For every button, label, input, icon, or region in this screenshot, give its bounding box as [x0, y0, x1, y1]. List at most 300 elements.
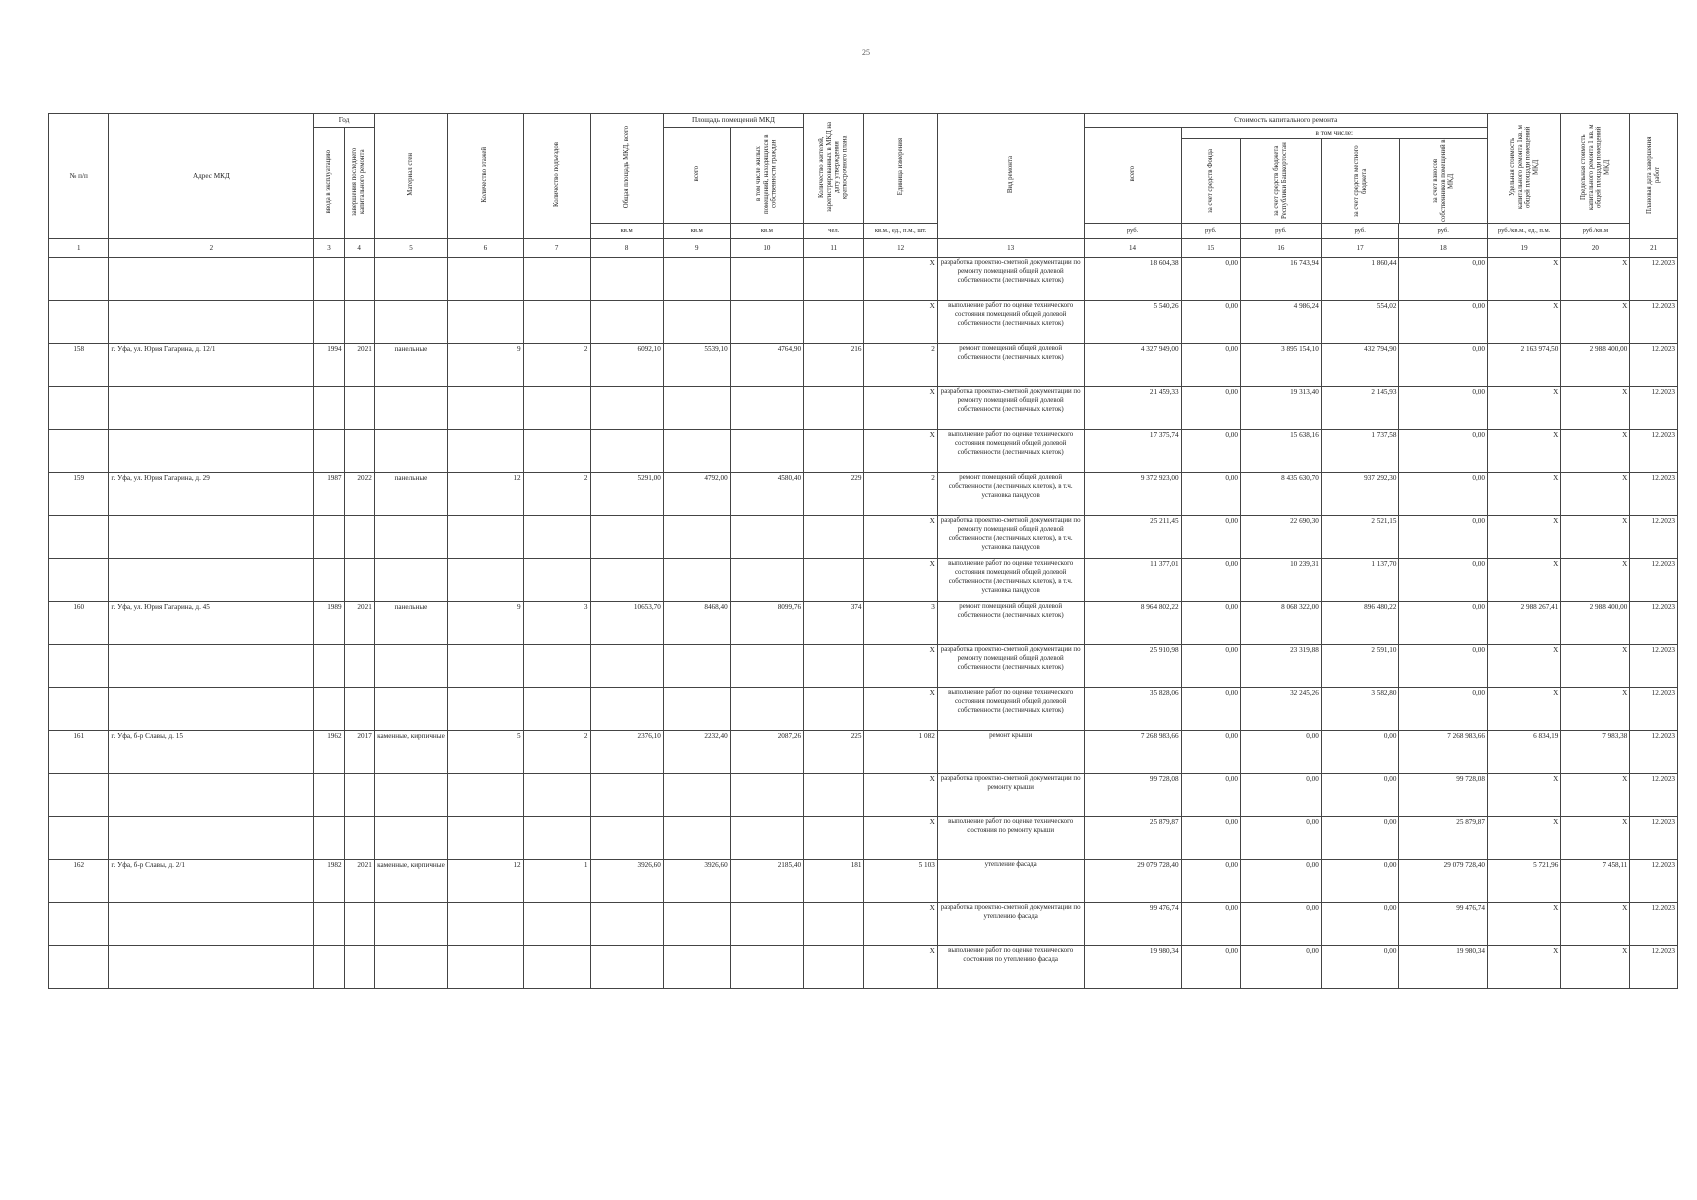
cell-fund: 0,00 [1181, 817, 1240, 860]
cost-owners-header-text: за счет взносов собственников помещений в МКД [1431, 139, 1455, 223]
cost-total-header-text: всего [1128, 166, 1136, 182]
cell-pt [663, 817, 730, 860]
cell-pc [730, 559, 803, 602]
col-work-type-header [937, 114, 1084, 239]
cell-uc: X [1487, 817, 1560, 860]
cell-mc: X [1561, 817, 1630, 860]
cell-no: 160 [49, 602, 109, 645]
cell-own: 25 879,87 [1399, 817, 1487, 860]
cell-addr [109, 645, 314, 688]
cell-own: 0,00 [1399, 559, 1487, 602]
cell-en [523, 774, 590, 817]
cell-res [804, 516, 864, 559]
unit-header-text: Единица измерения [896, 138, 904, 196]
cell-mc: X [1561, 946, 1630, 989]
cell-en: 3 [523, 602, 590, 645]
cell-pc [730, 688, 803, 731]
cell-y1: 1994 [314, 344, 344, 387]
column-number: 20 [1561, 239, 1630, 258]
cell-rep: 0,00 [1240, 903, 1321, 946]
column-number: 3 [314, 239, 344, 258]
cell-y1 [314, 688, 344, 731]
cell-y2 [344, 946, 374, 989]
cell-pc [730, 516, 803, 559]
cell-loc: 554,02 [1321, 301, 1399, 344]
cell-loc: 1 737,58 [1321, 430, 1399, 473]
cell-mat [374, 301, 447, 344]
cell-date: 12.2023 [1630, 688, 1678, 731]
cell-ta [590, 516, 663, 559]
cell-rep: 16 743,94 [1240, 258, 1321, 301]
cell-res: 374 [804, 602, 864, 645]
col-unit-header [864, 114, 937, 224]
cell-loc: 2 521,15 [1321, 516, 1399, 559]
cell-date: 12.2023 [1630, 559, 1678, 602]
cell-date: 12.2023 [1630, 516, 1678, 559]
cell-tot: 35 828,06 [1084, 688, 1181, 731]
cell-no [49, 817, 109, 860]
cell-pt [663, 903, 730, 946]
cell-loc: 2 145,93 [1321, 387, 1399, 430]
cell-date: 12.2023 [1630, 903, 1678, 946]
table-row [49, 559, 1678, 602]
cell-pt: 8468,40 [663, 602, 730, 645]
cell-res [804, 688, 864, 731]
column-number: 17 [1321, 239, 1399, 258]
table-row [49, 602, 1678, 645]
cell-date: 12.2023 [1630, 301, 1678, 344]
cell-y1 [314, 645, 344, 688]
col-residents-header [804, 114, 864, 224]
cell-y2 [344, 258, 374, 301]
cell-date: 12.2023 [1630, 430, 1678, 473]
cell-loc: 3 582,80 [1321, 688, 1399, 731]
cell-own: 0,00 [1399, 602, 1487, 645]
cell-own: 0,00 [1399, 258, 1487, 301]
cell-pt: 5539,10 [663, 344, 730, 387]
cell-pc: 8099,76 [730, 602, 803, 645]
cell-rep: 0,00 [1240, 946, 1321, 989]
column-number: 12 [864, 239, 937, 258]
plan-date-header-text: Плановая дата завершения работ [1645, 135, 1661, 214]
unit-c10: кв.м [730, 224, 803, 239]
cell-mc: X [1561, 903, 1630, 946]
column-number: 10 [730, 239, 803, 258]
cell-no: 158 [49, 344, 109, 387]
cell-pc [730, 903, 803, 946]
cell-work: выполнение работ по оценке технического состояния помещений общей долевой собственности (лестничных клеток) [937, 688, 1084, 731]
cell-tot: 25 211,45 [1084, 516, 1181, 559]
cell-unit: X [864, 688, 937, 731]
table-row [49, 688, 1678, 731]
col-cost-breakdown-header [1181, 128, 1487, 224]
year-commission-header-text: ввода в эксплуатацию [325, 149, 333, 214]
cell-res: 181 [804, 860, 864, 903]
cell-addr [109, 516, 314, 559]
table-row [49, 774, 1678, 817]
col-premises-citizens-header [730, 128, 803, 224]
cost-local-cell [1322, 139, 1400, 223]
cell-tot: 25 879,87 [1084, 817, 1181, 860]
column-number: 11 [804, 239, 864, 258]
cell-en [523, 903, 590, 946]
cell-uc: X [1487, 516, 1560, 559]
cell-mc: X [1561, 473, 1630, 516]
cell-mat: панельные [374, 602, 447, 645]
cell-no: 159 [49, 473, 109, 516]
cell-fl [448, 258, 524, 301]
cell-res: 216 [804, 344, 864, 387]
cell-unit: X [864, 387, 937, 430]
cell-y2 [344, 817, 374, 860]
cell-fund: 0,00 [1181, 688, 1240, 731]
column-number: 16 [1240, 239, 1321, 258]
cell-addr: г. Уфа, б-р Славы, д. 2/1 [109, 860, 314, 903]
residents-header-text: Количество жителей, зарегистрированных в МКД на дату утверждения краткосрочного плана [818, 122, 849, 212]
cell-mat [374, 559, 447, 602]
column-number: 21 [1630, 239, 1678, 258]
cell-fl [448, 387, 524, 430]
cell-rep: 0,00 [1240, 817, 1321, 860]
cell-mat [374, 688, 447, 731]
cell-addr [109, 258, 314, 301]
cell-res [804, 301, 864, 344]
cell-mc: X [1561, 258, 1630, 301]
cell-no [49, 559, 109, 602]
cell-mc: X [1561, 301, 1630, 344]
cell-unit: 2 [864, 473, 937, 516]
cell-pt [663, 559, 730, 602]
cell-unit: X [864, 301, 937, 344]
repair-register-table [48, 113, 1678, 989]
table-row [49, 473, 1678, 516]
cell-fund: 0,00 [1181, 301, 1240, 344]
cell-pt [663, 516, 730, 559]
cell-en [523, 559, 590, 602]
cell-unit: X [864, 817, 937, 860]
cell-y2: 2022 [344, 473, 374, 516]
col-floors-header [448, 114, 524, 239]
cell-own: 0,00 [1399, 688, 1487, 731]
cell-no [49, 645, 109, 688]
cell-y2: 2017 [344, 731, 374, 774]
cell-date: 12.2023 [1630, 774, 1678, 817]
cell-no [49, 903, 109, 946]
cell-uc: X [1487, 258, 1560, 301]
cell-tot: 99 476,74 [1084, 903, 1181, 946]
cell-y1 [314, 387, 344, 430]
cell-res [804, 903, 864, 946]
cell-fl [448, 688, 524, 731]
header-row-1 [49, 114, 1678, 128]
cell-pc: 4580,40 [730, 473, 803, 516]
cell-mc: 7 458,11 [1561, 860, 1630, 903]
cell-mc: X [1561, 387, 1630, 430]
cell-unit: X [864, 774, 937, 817]
cell-mat [374, 387, 447, 430]
cell-tot: 7 268 983,66 [1084, 731, 1181, 774]
cell-no [49, 516, 109, 559]
cell-fund: 0,00 [1181, 946, 1240, 989]
cell-tot: 19 980,34 [1084, 946, 1181, 989]
cell-unit: X [864, 903, 937, 946]
cell-date: 12.2023 [1630, 387, 1678, 430]
cell-ta [590, 817, 663, 860]
cost-breakdown-subheaders [1182, 139, 1487, 223]
cell-addr [109, 774, 314, 817]
column-number: 15 [1181, 239, 1240, 258]
cell-res [804, 645, 864, 688]
cell-tot: 8 964 802,22 [1084, 602, 1181, 645]
cell-rep: 32 245,26 [1240, 688, 1321, 731]
cell-pt [663, 645, 730, 688]
cell-y1 [314, 559, 344, 602]
cell-mat [374, 774, 447, 817]
column-number: 8 [590, 239, 663, 258]
cell-pt [663, 946, 730, 989]
cell-ta [590, 387, 663, 430]
cell-ta [590, 688, 663, 731]
cell-no [49, 946, 109, 989]
cell-mat [374, 516, 447, 559]
cell-y1 [314, 516, 344, 559]
cell-y2 [344, 301, 374, 344]
cell-pc [730, 774, 803, 817]
cell-fund: 0,00 [1181, 516, 1240, 559]
unit-c9: кв.м [663, 224, 730, 239]
cell-no [49, 387, 109, 430]
cell-rep: 22 690,30 [1240, 516, 1321, 559]
cell-res [804, 430, 864, 473]
cell-own: 7 268 983,66 [1399, 731, 1487, 774]
cell-rep: 23 319,88 [1240, 645, 1321, 688]
cell-pt: 3926,60 [663, 860, 730, 903]
cell-ta [590, 774, 663, 817]
cell-fl: 9 [448, 602, 524, 645]
cell-mat: каменные, кирпичные [374, 731, 447, 774]
table-row [49, 516, 1678, 559]
unit-c12: кв.м., ед., п.м., шт. [864, 224, 937, 239]
cell-fund: 0,00 [1181, 430, 1240, 473]
table-row [49, 731, 1678, 774]
cell-mat: панельные [374, 473, 447, 516]
col-address-header: Адрес МКД [109, 114, 314, 239]
cell-own: 0,00 [1399, 301, 1487, 344]
cell-en [523, 516, 590, 559]
cell-loc: 1 137,70 [1321, 559, 1399, 602]
cell-rep: 8 435 630,70 [1240, 473, 1321, 516]
entrances-header-text: Количество подъездов [552, 142, 560, 207]
cell-loc: 0,00 [1321, 903, 1399, 946]
cell-res [804, 946, 864, 989]
cell-mat [374, 946, 447, 989]
table-row [49, 430, 1678, 473]
cell-work: ремонт помещений общей долевой собственности (лестничных клеток) [937, 344, 1084, 387]
cell-fund: 0,00 [1181, 645, 1240, 688]
cell-tot: 17 375,74 [1084, 430, 1181, 473]
cell-own: 0,00 [1399, 645, 1487, 688]
cell-addr [109, 688, 314, 731]
cell-ta: 2376,10 [590, 731, 663, 774]
cost-local-header-text: за счет средств местного бюджета [1352, 145, 1368, 217]
cell-en [523, 688, 590, 731]
cell-res [804, 387, 864, 430]
cell-uc: X [1487, 430, 1560, 473]
cell-unit: X [864, 645, 937, 688]
cell-y1 [314, 774, 344, 817]
col-cost-total-header [1084, 128, 1181, 224]
cell-tot: 11 377,01 [1084, 559, 1181, 602]
cell-fund: 0,00 [1181, 860, 1240, 903]
cell-mc: X [1561, 516, 1630, 559]
cell-addr: г. Уфа, ул. Юрия Гагарина, д. 12/1 [109, 344, 314, 387]
unit-c19: руб./кв.м., ед., п.м. [1487, 224, 1560, 239]
cell-unit: X [864, 946, 937, 989]
cell-y2: 2021 [344, 860, 374, 903]
cell-no: 161 [49, 731, 109, 774]
cell-rep: 19 313,40 [1240, 387, 1321, 430]
cell-uc: X [1487, 559, 1560, 602]
cell-pc [730, 817, 803, 860]
column-number: 2 [109, 239, 314, 258]
column-number: 14 [1084, 239, 1181, 258]
cell-date: 12.2023 [1630, 731, 1678, 774]
cell-unit: 5 103 [864, 860, 937, 903]
col-year-commission-header [314, 128, 344, 239]
cell-work: разработка проектно-сметной документации по ремонту крыши [937, 774, 1084, 817]
cell-uc: X [1487, 645, 1560, 688]
cell-work: разработка проектно-сметной документации по утеплению фасада [937, 903, 1084, 946]
cell-mc: X [1561, 559, 1630, 602]
column-number: 5 [374, 239, 447, 258]
column-number: 1 [49, 239, 109, 258]
cell-addr: г. Уфа, ул. Юрия Гагарина, д. 45 [109, 602, 314, 645]
cell-own: 29 079 728,40 [1399, 860, 1487, 903]
cell-addr [109, 946, 314, 989]
cell-fund: 0,00 [1181, 903, 1240, 946]
cell-unit: X [864, 516, 937, 559]
cell-work: выполнение работ по оценке технического состояния помещений общей долевой собственности (лестничных клеток), в т.ч. установка пандусов [937, 559, 1084, 602]
cell-fund: 0,00 [1181, 602, 1240, 645]
cell-ta [590, 559, 663, 602]
cell-y1 [314, 258, 344, 301]
cell-fl [448, 903, 524, 946]
page-number: 25 [862, 48, 870, 57]
cell-pc: 4764,90 [730, 344, 803, 387]
cell-fund: 0,00 [1181, 387, 1240, 430]
cell-no [49, 258, 109, 301]
cell-own: 0,00 [1399, 344, 1487, 387]
cell-fl: 9 [448, 344, 524, 387]
col-plan-date-header [1630, 114, 1678, 239]
cell-rep: 0,00 [1240, 774, 1321, 817]
cell-work: выполнение работ по оценке технического состояния помещений общей долевой собственности (лестничных клеток) [937, 301, 1084, 344]
cell-pc [730, 645, 803, 688]
col-year-group-header: Год [314, 114, 374, 128]
cell-rep: 8 068 322,00 [1240, 602, 1321, 645]
cell-tot: 18 604,38 [1084, 258, 1181, 301]
unit-c16: руб. [1240, 224, 1321, 239]
cell-loc: 896 480,22 [1321, 602, 1399, 645]
cell-res: 225 [804, 731, 864, 774]
cell-mc: X [1561, 774, 1630, 817]
cell-en [523, 258, 590, 301]
table-row [49, 301, 1678, 344]
cell-y1: 1989 [314, 602, 344, 645]
unit-c15: руб. [1181, 224, 1240, 239]
cell-fl [448, 645, 524, 688]
cell-mat [374, 258, 447, 301]
table-body [49, 258, 1678, 989]
cell-addr [109, 301, 314, 344]
unit-c8: кв.м [590, 224, 663, 239]
unit-c18: руб. [1399, 224, 1487, 239]
cell-y1 [314, 817, 344, 860]
cell-uc: 2 988 267,41 [1487, 602, 1560, 645]
col-max-cost-header [1561, 114, 1630, 224]
cell-date: 12.2023 [1630, 258, 1678, 301]
cell-date: 12.2023 [1630, 860, 1678, 903]
cell-mat [374, 645, 447, 688]
cell-pc [730, 258, 803, 301]
cell-tot: 25 910,98 [1084, 645, 1181, 688]
table-row [49, 645, 1678, 688]
cell-uc: X [1487, 688, 1560, 731]
premises-citizens-header-text: в том числе жилых помещений, находящихся в собственности граждан [755, 134, 778, 214]
max-cost-header-text: Предельная стоимость капитального ремонта 1 кв. м общей площади помещений МКД [1579, 124, 1611, 210]
cell-addr: г. Уфа, ул. Юрия Гагарина, д. 29 [109, 473, 314, 516]
cell-pc [730, 387, 803, 430]
cell-pc: 2087,26 [730, 731, 803, 774]
cell-y2 [344, 688, 374, 731]
cell-rep: 0,00 [1240, 860, 1321, 903]
cell-uc: 6 834,19 [1487, 731, 1560, 774]
cell-mat [374, 430, 447, 473]
cell-loc: 1 860,44 [1321, 258, 1399, 301]
cell-uc: X [1487, 473, 1560, 516]
cell-unit: 1 082 [864, 731, 937, 774]
cell-uc: X [1487, 903, 1560, 946]
cell-work: разработка проектно-сметной документации по ремонту помещений общей долевой собственности (лестничных клеток) [937, 258, 1084, 301]
column-numbers-row [49, 239, 1678, 258]
column-number: 6 [448, 239, 524, 258]
cell-pt [663, 301, 730, 344]
cell-loc: 937 292,30 [1321, 473, 1399, 516]
cell-en: 2 [523, 344, 590, 387]
cell-mc: X [1561, 688, 1630, 731]
cost-fund-cell [1182, 139, 1242, 223]
column-number: 7 [523, 239, 590, 258]
cell-uc: X [1487, 387, 1560, 430]
cell-ta [590, 301, 663, 344]
cell-work: ремонт крыши [937, 731, 1084, 774]
cell-tot: 29 079 728,40 [1084, 860, 1181, 903]
cell-y2 [344, 645, 374, 688]
cell-ta [590, 946, 663, 989]
cell-ta: 5291,00 [590, 473, 663, 516]
cell-pc [730, 946, 803, 989]
cell-uc: X [1487, 301, 1560, 344]
cell-addr [109, 559, 314, 602]
cell-addr [109, 817, 314, 860]
cell-fl: 12 [448, 860, 524, 903]
cell-en: 1 [523, 860, 590, 903]
cell-fl [448, 430, 524, 473]
cell-date: 12.2023 [1630, 602, 1678, 645]
cell-tot: 99 728,08 [1084, 774, 1181, 817]
cell-y1 [314, 946, 344, 989]
cell-fund: 0,00 [1181, 473, 1240, 516]
